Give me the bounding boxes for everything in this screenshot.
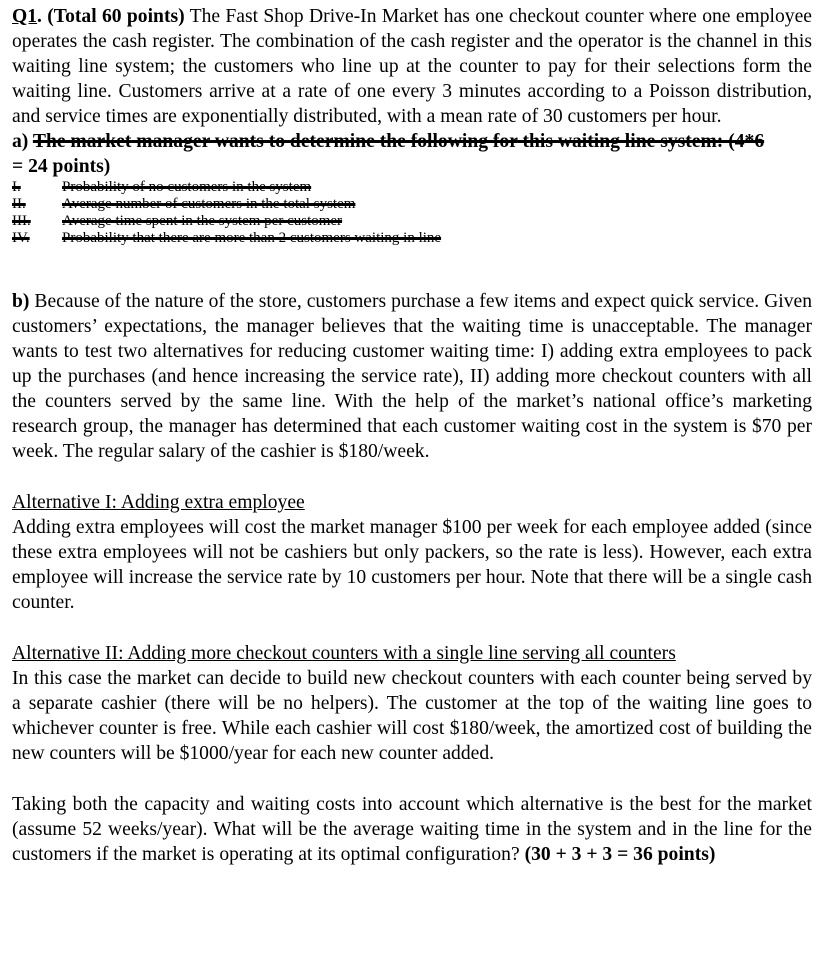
question-total-points: . (Total 60 points) — [37, 6, 185, 27]
alternative-2-heading: Alternative II: Adding more checkout counters with a single line serving all counters — [12, 643, 676, 664]
part-a-label: a) — [12, 131, 33, 152]
list-item: IV. Probability that there are more than 2 customers waiting in line — [12, 230, 442, 246]
list-item: III. Average time spent in the system per customer — [12, 213, 343, 229]
question-intro-text: The Fast Shop Drive-In Market has one checkout counter where one employee operates the cash register. The combination of the cash register and the operator is the channel in this waiting line system; the customers who line up at the counter to pay for their selections form the waiting line. Customers arrive at a rate of one every 3 minutes according to a Poisson distribution, and service times are exponentially distributed, with a mean rate of 30 customers per hour. — [12, 6, 812, 127]
part-b-text: Because of the nature of the store, customers purchase a few items and expect quick service. Given customers’ expectations, the manager believes that the waiting time is unacceptable. The manager wants to test two alternatives for reducing customer waiting time: I) adding extra employees to pack up the purchases (and hence increasing the service rate), II) adding more checkout counters with all the counters served by the same line. With the help of the market’s national office’s marketing research group, the manager has determined that each customer waiting cost in the system is $70 per week. The regular salary of the cashier is $180/week. — [12, 291, 812, 462]
list-item: I. Probability of no customers in the system — [12, 179, 312, 195]
part-b-paragraph — [12, 289, 812, 464]
alternative-2-text: In this case the market can decide to build new checkout counters with each counter being served by a separate cashier (there will be no helpers). The customer at the top of the waiting line goes to whichever counter is free. While each cashier will cost $180/week, the amortized cost of building the new counters will be $1000/year for each new counter added. — [12, 668, 812, 764]
list-item: II. Average number of customers in the total system — [12, 196, 356, 212]
final-question: Taking both the capacity and waiting costs into account which alternative is the best for the market (assume 52 weeks/year). What will be the average waiting time in the system and in the line for the customers if the market is operating at its optimal configuration? (30 + 3 + 3 = 36 points) — [12, 794, 812, 865]
alternative-1-text: Adding extra employees will cost the market manager $100 per week for each employee added (since these extra employees will not be cashiers but only packers, so the rate is less). However, each extra employee will increase the service rate by 10 customers per hour. Note that there will be a single cash counter. — [12, 517, 812, 613]
part-a-struck-list — [12, 179, 812, 247]
part-a-prompt — [12, 129, 812, 179]
question-label: Q1 — [12, 6, 38, 27]
question-1-intro — [12, 4, 812, 129]
final-points: (30 + 3 + 3 = 36 points) — [519, 844, 716, 865]
alternative-1-heading: Alternative I: Adding extra employee — [12, 492, 305, 513]
part-b-label: b) — [12, 291, 30, 312]
part-a-struck-text: The market manager wants to determine the following for this waiting line system: (4*6 — [32, 131, 765, 152]
part-a-points: = 24 points) — [12, 156, 111, 177]
